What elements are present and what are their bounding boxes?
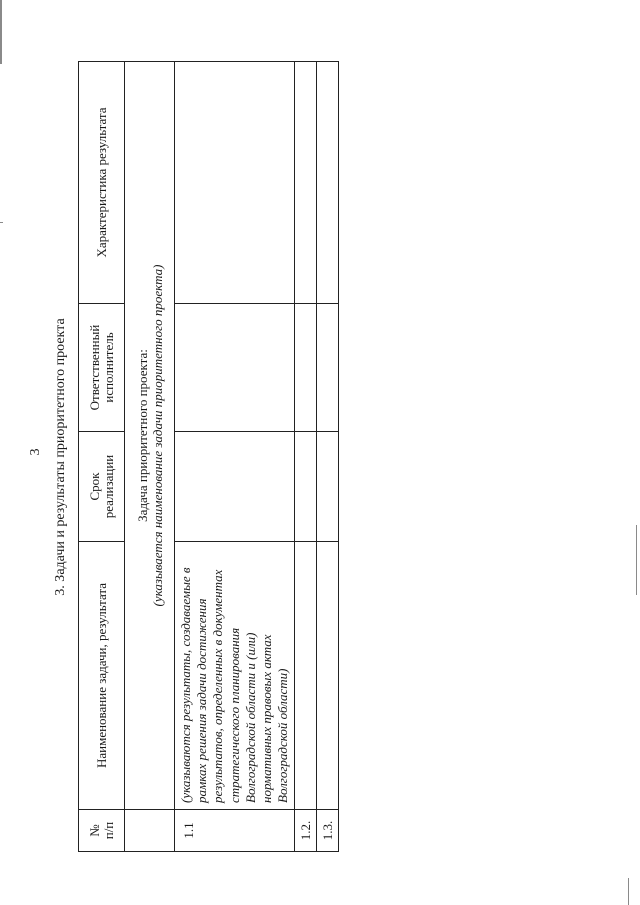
header-line: исполнитель xyxy=(100,332,116,403)
right-edge-mark xyxy=(636,525,637,595)
result-name-line: результатов, определенных в документах xyxy=(210,569,226,803)
executor-cell xyxy=(175,304,295,432)
row-number: 1.1 xyxy=(175,810,295,852)
left-edge-tick xyxy=(0,222,3,223)
result-name-line: нормативных правовых актах xyxy=(259,634,275,803)
rotated-content xyxy=(50,62,340,852)
task-title-row xyxy=(125,62,175,852)
executor-cell xyxy=(295,304,317,432)
result-name-cell xyxy=(317,542,339,810)
result-name-line: Волгоградской области и (или) xyxy=(242,632,258,803)
header-term xyxy=(79,432,125,542)
term-cell xyxy=(175,432,295,542)
header-line: п/п xyxy=(100,821,116,840)
characteristic-cell xyxy=(175,62,295,304)
header-line: реализации xyxy=(100,454,116,519)
result-name-line: (указываются результаты, создаваемые в xyxy=(178,567,193,803)
table-row xyxy=(295,62,317,852)
executor-cell xyxy=(317,304,339,432)
header-line: № xyxy=(86,824,102,837)
section-title: 3. Задачи и результаты приоритетного проекта xyxy=(53,318,68,596)
result-name-line: стратегического планирования xyxy=(226,627,242,803)
result-name-cell xyxy=(295,542,317,810)
top-left-edge-mark xyxy=(0,0,2,64)
task-title: Задача приоритетного проекта: xyxy=(134,349,150,522)
table-row xyxy=(317,62,339,852)
task-title-hint: (указывается наименование задачи приоритетного проекта) xyxy=(149,264,165,607)
table-header-row xyxy=(79,62,125,852)
row-number: 1.2. xyxy=(295,810,317,852)
header-line: Срок xyxy=(86,472,102,501)
bottom-right-edge-mark xyxy=(628,878,629,905)
characteristic-cell xyxy=(317,62,339,304)
task-number-cell xyxy=(125,810,175,852)
result-name-line: Волгоградской области) xyxy=(275,668,291,803)
result-name-line: рамках решения задачи достижения xyxy=(194,598,210,803)
header-number xyxy=(79,810,125,852)
table-row xyxy=(175,62,295,852)
task-title-cell xyxy=(125,62,175,810)
characteristic-cell xyxy=(295,62,317,304)
header-line: Ответственный xyxy=(86,324,102,411)
row-number: 1.3. xyxy=(317,810,339,852)
result-name-cell xyxy=(175,542,295,810)
header-task-name: Наименование задачи, результата xyxy=(79,542,125,810)
term-cell xyxy=(317,432,339,542)
header-executor xyxy=(79,304,125,432)
term-cell xyxy=(295,432,317,542)
header-characteristic: Характеристика результата xyxy=(79,62,125,304)
page-number: 3 xyxy=(28,448,43,456)
tasks-table xyxy=(78,61,339,852)
